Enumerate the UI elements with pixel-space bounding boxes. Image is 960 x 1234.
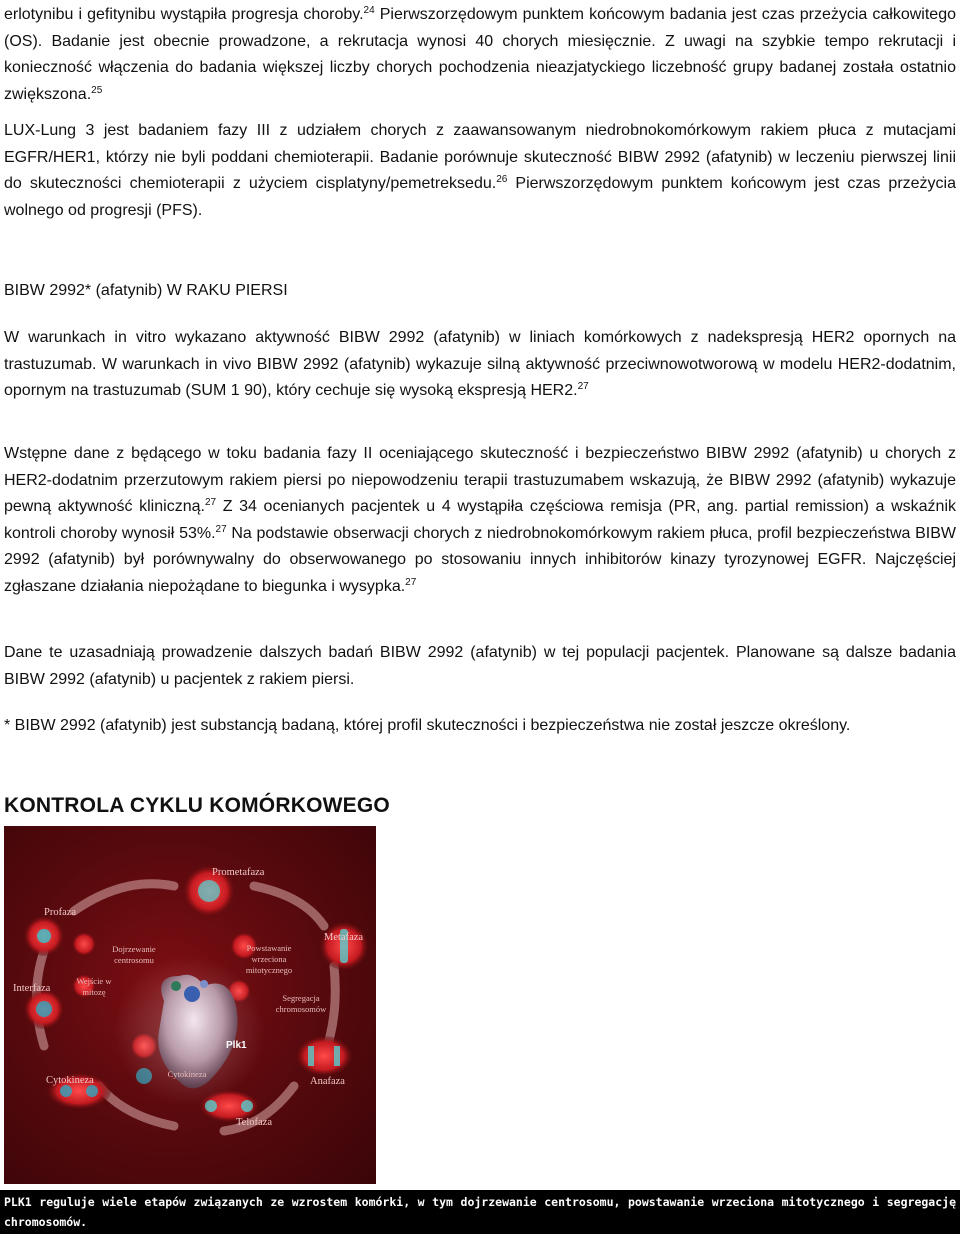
label-segregacja: Segregacja chromosomów — [275, 993, 327, 1014]
footnote-text: * BIBW 2992 (afatynib) jest substancją badaną, której profil skuteczności i bezpieczeństwa nie został jeszcze określony. — [4, 717, 851, 734]
paragraph-text: LUX-Lung 3 jest badaniem fazy III z udziałem chorych z zaawansowanym niedrobnokomórkowym rakiem płuca z mutacjami EGFR/HER1, którzy nie byli poddani chemioterapii. Badanie porównuje skuteczność BIBW 2992 (afatynib) w leczeniu pierwszej linii do skuteczności chemioterapii z użyciem cisplatyny/pemetreksedu. — [4, 122, 956, 192]
label-metafaza: Metafaza — [324, 932, 364, 943]
cell-cycle-figure — [4, 826, 376, 1184]
label-wejscie: Wejście w mitozę — [76, 976, 112, 997]
paragraph-text: Pierwszorzędowym punktem końcowym badania jest czas przeżycia całkowitego (OS). Badanie jest obecnie prowadzone, a rekrutacja wynosi 40 chorych miesięcznie. Z uwagi na szybkie tempo rekrutacji i konieczność włączenia do badania większej liczby chorych pochodzenia nieazjatyckiego liczebność grupy badanej została ostatnio zwiększona. — [4, 6, 956, 103]
reference-superscript: 27 — [215, 523, 227, 535]
paragraph-text: Z 34 ocenianych pacjentek u 4 wystąpiła częściowa remisja (PR, ang. partial remission) a wskaźnik kontroli choroby wynosił 53%. — [4, 498, 956, 542]
paragraph-phase-2-data — [4, 441, 956, 600]
reference-superscript: 25 — [91, 84, 103, 96]
label-cytokineza-inner: Cytokineza — [167, 1069, 207, 1079]
plk1-protein — [114, 956, 264, 1106]
figure-caption: PLK1 reguluje wiele etapów związanych ze wzrostem komórki, w tym dojrzewanie centrosomu, powstawanie wrzeciona mitotycznego i segregację chromosomów. — [0, 1190, 960, 1234]
paragraph-text: Na podstawie obserwacji chorych z niedrobnokomórkowym rakiem płuca, profil bezpieczeństwa BIBW 2992 (afatynib) był porównywalny do obserwowanego po stosowaniu innych inhibitorów kinazy tyrozynowej EGFR. Najczęściej zgłaszane działania niepożądane to biegunka i wysypka. — [4, 524, 957, 595]
cell-small-1 — [72, 932, 96, 956]
label-plk1: Plk1 — [226, 1040, 247, 1051]
reference-superscript: 27 — [204, 497, 217, 508]
label-cytokineza-outer: Cytokineza — [46, 1075, 94, 1086]
label-prometafaza: Prometafaza — [212, 867, 265, 878]
reference-superscript: 27 — [577, 381, 589, 392]
label-telofaza: Telofaza — [236, 1117, 272, 1128]
paragraph-further-studies — [4, 640, 956, 693]
footnote — [4, 713, 956, 740]
reference-superscript: 27 — [405, 576, 417, 588]
paragraph-os-endpoint — [4, 2, 956, 108]
paragraph-text: W warunkach in vitro wykazano aktywność BIBW 2992 (afatynib) w liniach komórkowych z nadekspresją HER2 opornych na trastuzumab. W warunkach in vivo BIBW 2992 (afatynib) wykazuje silną aktywność przeciwnowotworową w modelu HER2-dodatnim, opornym na trastuzumab (SUM 1 90), który cechuje się wysoką ekspresją HER2. — [4, 329, 956, 399]
reference-superscript: 24 — [363, 5, 375, 16]
paragraph-in-vitro — [4, 325, 956, 405]
label-profaza: Profaza — [44, 907, 77, 918]
label-interfaza: Interfaza — [13, 983, 51, 994]
heading-cell-cycle-control: KONTROLA CYKLU KOMÓRKOWEGO — [4, 794, 390, 817]
label-powstawanie: Powstawanie wrzeciona mitotycznego — [245, 943, 293, 975]
arrow-prometafaza-metafaza — [254, 886, 324, 926]
paragraph-text: Dane te uzasadniają prowadzenie dalszych badań BIBW 2992 (afatynib) w tej populacji pacjentek. Planowane są dalsze badania BIBW 2992 (afatynib) u pacjentek z rakiem piersi. — [4, 644, 956, 688]
label-dojrzewanie: Dojrzewanie centrosomu — [112, 944, 156, 965]
reference-superscript: 26 — [496, 174, 508, 185]
cell-anafaza — [296, 1036, 352, 1076]
paragraph-text: Wstępne dane z będącego w toku badania fazy II oceniającego skuteczność i bezpieczeństwo BIBW 2992 (afatynib) u chorych z HER2-dodatnim przerzutowym rakiem piersi po niepowodzeniu terapii trastuzumabem wskazują, że BIBW 2992 (afatynib) wykazuje pewną aktywność kliniczną. — [4, 445, 956, 515]
paragraph-lux-lung-3 — [4, 118, 956, 224]
paragraph-text: erlotynibu i gefitynibu wystąpiła progresja choroby. — [4, 6, 364, 23]
label-anafaza: Anafaza — [310, 1076, 345, 1087]
section-heading-breast-cancer: BIBW 2992* (afatynib) W RAKU PIERSI — [4, 282, 288, 299]
arrow-profaza-prometafaza — [74, 884, 174, 911]
paragraph-text: Pierwszorzędowym punktem końcowym jest czas przeżycia wolnego od progresji (PFS). — [4, 175, 956, 219]
